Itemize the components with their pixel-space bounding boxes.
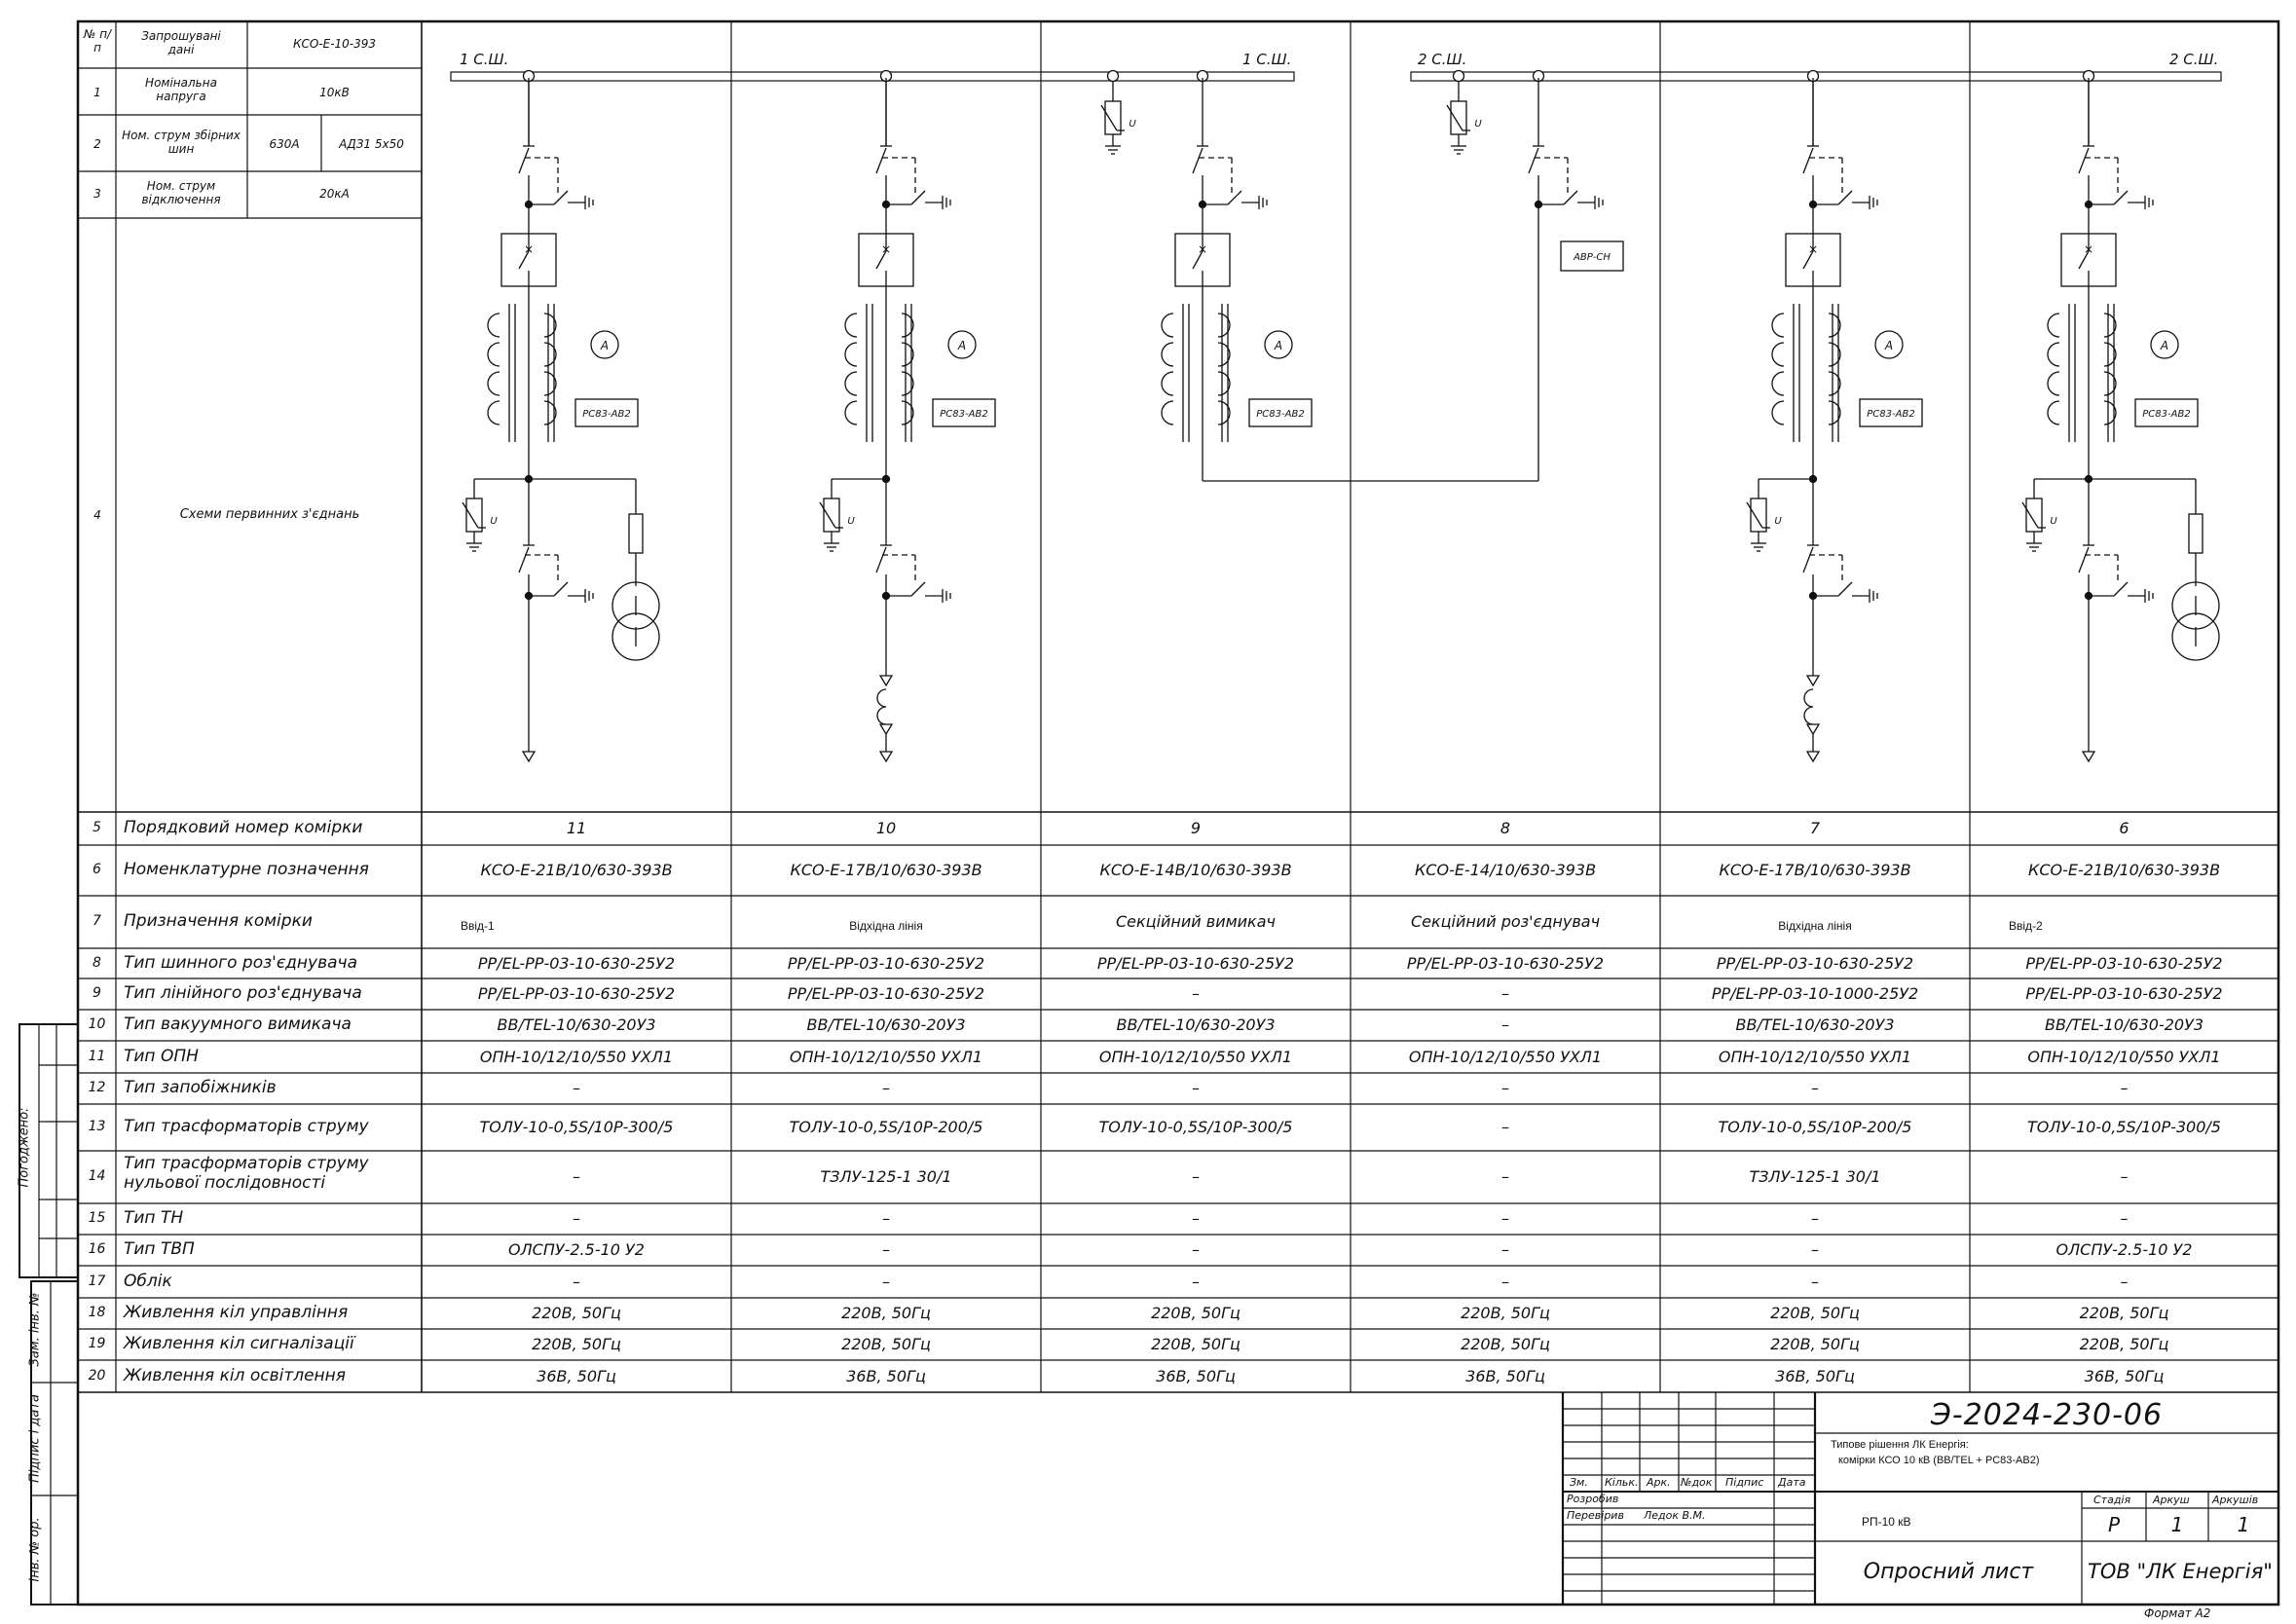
cell-value: – bbox=[573, 1079, 580, 1097]
surge-arrester bbox=[1751, 498, 1766, 532]
row-label: Тип лінійного роз'єднувача bbox=[124, 983, 362, 1003]
cell-value: ВВ/TEL-10/630-20У3 bbox=[1735, 1015, 1895, 1034]
row-number: 20 bbox=[88, 1367, 106, 1384]
stamp-col-sign: Підпис bbox=[1725, 1476, 1764, 1489]
cell-value: 36В, 50Гц bbox=[1775, 1366, 1855, 1385]
row-number: 8 bbox=[93, 954, 101, 971]
cell-value: ОПН-10/12/10/550 УХЛ1 bbox=[1718, 1047, 1912, 1066]
cell-value: – bbox=[1192, 1272, 1200, 1291]
row-number: 9 bbox=[93, 985, 101, 1001]
breaker-mark: × bbox=[880, 242, 892, 256]
param-row-4-no: 4 bbox=[93, 508, 101, 522]
param-header-no: № п/п bbox=[83, 27, 112, 55]
cell-value: – bbox=[1501, 1167, 1509, 1186]
current-transformer-winding bbox=[1772, 314, 1784, 424]
cell-value: Секційний вимикач bbox=[1116, 912, 1276, 931]
relay-label: РС83-АВ2 bbox=[2142, 409, 2191, 420]
stamp-col-zm: Зм. bbox=[1570, 1476, 1588, 1489]
cell-value: РР/EL-РР-03-10-1000-25У2 bbox=[1711, 984, 1919, 1003]
surge-arrester bbox=[1105, 101, 1121, 134]
stamp-checked: Перевірив bbox=[1567, 1509, 1624, 1522]
cell-value: Секційний роз'єднувач bbox=[1410, 912, 1601, 931]
stamp-document-code: Э-2024-230-06 bbox=[1930, 1398, 2164, 1432]
cell-value: ОПН-10/12/10/550 УХЛ1 bbox=[1408, 1047, 1603, 1066]
cell-value: – bbox=[882, 1209, 890, 1228]
row-number: 12 bbox=[88, 1080, 106, 1095]
cell-value: – bbox=[573, 1272, 580, 1291]
relay-label: РС83-АВ2 bbox=[582, 409, 631, 420]
zero-sequence-ct bbox=[877, 689, 886, 724]
side-agreed: Погоджено: bbox=[17, 1107, 32, 1188]
zero-sequence-ct bbox=[1804, 689, 1813, 724]
earth-switch-blade bbox=[554, 191, 568, 204]
cable-output-arrow bbox=[2083, 752, 2094, 761]
stamp-stage-header: Стадія bbox=[2093, 1494, 2131, 1506]
cell-value: – bbox=[1192, 1209, 1200, 1228]
cell-value: – bbox=[1811, 1240, 1819, 1259]
disconnector-blade bbox=[2079, 547, 2089, 572]
cell-value: – bbox=[2120, 1272, 2129, 1291]
row-number: 19 bbox=[88, 1336, 106, 1351]
breaker-mark: × bbox=[523, 242, 535, 256]
cell-value: ВВ/TEL-10/630-20У3 bbox=[497, 1015, 656, 1034]
row-label: Призначення комірки bbox=[124, 911, 313, 931]
disconnector-blade bbox=[1529, 148, 1538, 173]
relay-label: РС83-АВ2 bbox=[940, 409, 988, 420]
cell-value: КСО-Е-14/10/630-393В bbox=[1414, 861, 1597, 879]
cell-value: Ввід-2 bbox=[2009, 919, 2043, 933]
row-label: Тип ТН bbox=[124, 1208, 184, 1228]
busbar-label-1b: 1 С.Ш. bbox=[1242, 51, 1292, 68]
fuse bbox=[629, 514, 643, 553]
relay-label: РС83-АВ2 bbox=[1256, 409, 1305, 420]
param-row-1-value: 10кВ bbox=[319, 86, 350, 99]
cell-value: – bbox=[1501, 1079, 1509, 1097]
disconnector-blade bbox=[2079, 148, 2089, 173]
stamp-stage: Р bbox=[2107, 1513, 2121, 1536]
stamp-company: ТОВ "ЛК Енергія" bbox=[2088, 1560, 2273, 1583]
stamp-title: Опросний лист bbox=[1863, 1560, 2034, 1584]
stamp-desc-line2: комірки КСО 10 кВ (ВВ/TEL + РС83-АВ2) bbox=[1838, 1455, 2040, 1466]
cell-value: КСО-Е-21В/10/630-393В bbox=[480, 861, 673, 879]
earth-switch-blade bbox=[2114, 582, 2128, 596]
cell-value: 220В, 50Гц bbox=[1461, 1304, 1550, 1322]
busbar-label-2a: 2 С.Ш. bbox=[1418, 51, 1467, 68]
cell-value: – bbox=[1192, 984, 1200, 1003]
surge-arrester-label: U bbox=[1129, 119, 1136, 129]
cell-value: – bbox=[1811, 1079, 1819, 1097]
cell-value: ТОЛУ-10-0,5S/10Р-300/5 bbox=[479, 1118, 674, 1136]
row-number: 14 bbox=[88, 1168, 106, 1184]
param-header-requested: Запрошувані дані bbox=[141, 29, 221, 56]
earth-switch-blade bbox=[911, 191, 925, 204]
param-row-3-value: 20кА bbox=[319, 187, 350, 201]
cell-value: 220В, 50Гц bbox=[2079, 1335, 2169, 1353]
cell-value: 36В, 50Гц bbox=[2084, 1366, 2165, 1385]
cell-value: 220В, 50Гц bbox=[841, 1335, 931, 1353]
cell-value: РР/EL-РР-03-10-630-25У2 bbox=[787, 984, 985, 1003]
row-label: Тип трасформаторів струму bbox=[124, 1117, 369, 1136]
row-number: 18 bbox=[88, 1305, 106, 1320]
ammeter-label: А bbox=[1274, 339, 1283, 352]
cell-value: ТОЛУ-10-0,5S/10Р-200/5 bbox=[1718, 1118, 1912, 1136]
relay-label: РС83-АВ2 bbox=[1867, 409, 1915, 420]
cell-value: РР/EL-РР-03-10-630-25У2 bbox=[1096, 953, 1295, 973]
cell-value: КСО-Е-21В/10/630-393В bbox=[2027, 861, 2221, 879]
param-row-4-label: Схеми первинних з'єднань bbox=[179, 507, 360, 522]
cell-value: – bbox=[1501, 1209, 1509, 1228]
cell-value: – bbox=[1501, 1118, 1509, 1136]
earth-switch-blade bbox=[1564, 191, 1577, 204]
stamp-sheet-header: Аркуш bbox=[2153, 1494, 2190, 1506]
cell-value: ОПН-10/12/10/550 УХЛ1 bbox=[479, 1047, 674, 1066]
stamp-col-date: Дата bbox=[1778, 1476, 1806, 1489]
cell-value: 220В, 50Гц bbox=[841, 1304, 931, 1322]
cell-value: – bbox=[1192, 1240, 1200, 1259]
side-sign-date: Підпис і дата bbox=[27, 1394, 43, 1483]
cell-value: – bbox=[1501, 1240, 1509, 1259]
cell-value: 220В, 50Гц bbox=[1461, 1335, 1550, 1353]
disconnector-blade bbox=[1803, 547, 1813, 572]
cell-value: ТОЛУ-10-0,5S/10Р-300/5 bbox=[1098, 1118, 1293, 1136]
stamp-desc-line1: Типове рішення ЛК Енергія: bbox=[1831, 1439, 1969, 1451]
param-row-2-label: Ном. струм збірних шин bbox=[122, 129, 241, 156]
side-orig-inv: Інв. № ор. bbox=[27, 1517, 43, 1582]
cell-value: – bbox=[882, 1079, 890, 1097]
cell-value: ТОЛУ-10-0,5S/10Р-200/5 bbox=[789, 1118, 983, 1136]
cell-value: РР/EL-РР-03-10-630-25У2 bbox=[2025, 953, 2223, 973]
row-label: Тип запобіжників bbox=[124, 1078, 277, 1097]
param-row-2-value1: 630А bbox=[269, 137, 300, 151]
row-number: 15 bbox=[88, 1210, 106, 1226]
cell-value: 220В, 50Гц bbox=[2079, 1304, 2169, 1322]
param-row-1-no: 1 bbox=[93, 86, 101, 99]
cell-value: КСО-Е-14В/10/630-393В bbox=[1099, 861, 1292, 879]
current-transformer-winding bbox=[1162, 314, 1173, 424]
cell-value: – bbox=[1501, 1015, 1509, 1034]
earth-switch-blade bbox=[1838, 582, 1852, 596]
stamp-col-kilk: Кільк. bbox=[1605, 1476, 1639, 1489]
busbar-label-2b: 2 С.Ш. bbox=[2169, 51, 2219, 68]
disconnector-blade bbox=[1193, 148, 1203, 173]
param-row-2-value2: АДЗ1 5х50 bbox=[339, 137, 404, 151]
bus-connection-terminal bbox=[1454, 71, 1464, 82]
disconnector-blade bbox=[519, 547, 529, 572]
row-number: 5 bbox=[93, 820, 101, 835]
cell-value: 220В, 50Гц bbox=[532, 1335, 621, 1353]
cell-value: 6 bbox=[2119, 819, 2129, 837]
cell-value: 220В, 50Гц bbox=[1770, 1304, 1860, 1322]
row-label: Тип трасформаторів струму нульової послідовності bbox=[124, 1154, 369, 1193]
param-row-3-label: Ном. струм відключення bbox=[141, 179, 221, 206]
cell-value: – bbox=[2120, 1079, 2129, 1097]
row-label: Номенклатурне позначення bbox=[124, 860, 369, 879]
cell-value: РР/EL-РР-03-10-630-25У2 bbox=[477, 984, 676, 1003]
row-number: 7 bbox=[93, 913, 101, 929]
stamp-checker-name: Ледок В.М. bbox=[1644, 1509, 1706, 1522]
cell-value: ВВ/TEL-10/630-20У3 bbox=[1116, 1015, 1276, 1034]
cell-value: – bbox=[2120, 1167, 2129, 1186]
row-number: 17 bbox=[88, 1273, 106, 1289]
cell-value: ОПН-10/12/10/550 УХЛ1 bbox=[2027, 1047, 2221, 1066]
stamp-sheets: 1 bbox=[2237, 1513, 2250, 1536]
zero-sequence-ct-arrow bbox=[1807, 724, 1819, 734]
surge-arrester bbox=[466, 498, 482, 532]
zero-sequence-ct-arrow bbox=[1807, 676, 1819, 685]
cell-value: ОПН-10/12/10/550 УХЛ1 bbox=[1098, 1047, 1293, 1066]
cell-value: 36В, 50Гц bbox=[1156, 1366, 1236, 1385]
cell-value: 9 bbox=[1190, 819, 1202, 837]
cell-value: – bbox=[1811, 1209, 1819, 1228]
surge-arrester-label: U bbox=[1774, 516, 1782, 527]
stamp-object: РП-10 кВ bbox=[1862, 1515, 1911, 1529]
cable-output-arrow bbox=[523, 752, 535, 761]
disconnector-blade bbox=[876, 547, 886, 572]
cell-value: 220В, 50Гц bbox=[1151, 1304, 1241, 1322]
disconnector-blade bbox=[1803, 148, 1813, 173]
cell-value: ТЗЛУ-125-1 30/1 bbox=[1749, 1167, 1881, 1186]
surge-arrester bbox=[824, 498, 839, 532]
row-label: Живлення кіл управління bbox=[124, 1303, 349, 1322]
cell-value: – bbox=[573, 1209, 580, 1228]
busbars bbox=[451, 72, 2221, 81]
earth-switch-blade bbox=[554, 582, 568, 596]
busbar-label-1a: 1 С.Ш. bbox=[460, 51, 509, 68]
cell-value: РР/EL-РР-03-10-630-25У2 bbox=[787, 953, 985, 973]
row-number: 10 bbox=[88, 1016, 106, 1032]
cell-value: 10 bbox=[875, 819, 897, 837]
cell-value: – bbox=[573, 1167, 580, 1186]
earth-switch-blade bbox=[1228, 191, 1241, 204]
cell-value: КСО-Е-17В/10/630-393В bbox=[1719, 861, 1911, 879]
ammeter-label: А bbox=[600, 339, 610, 352]
cell-value: 36В, 50Гц bbox=[1465, 1366, 1545, 1385]
cell-value: – bbox=[2120, 1209, 2129, 1228]
row-label: Тип шинного роз'єднувача bbox=[124, 952, 357, 973]
earth-switch-blade bbox=[911, 582, 925, 596]
row-label: Тип ТВП bbox=[124, 1239, 195, 1259]
row-label: Порядковий номер комірки bbox=[124, 818, 363, 837]
cell-value: ОЛСПУ-2.5-10 У2 bbox=[2055, 1240, 2193, 1259]
surge-arrester bbox=[2026, 498, 2042, 532]
ammeter-label: А bbox=[2160, 339, 2169, 352]
disconnector-blade bbox=[519, 148, 529, 173]
cell-value: ТЗЛУ-125-1 30/1 bbox=[820, 1167, 952, 1186]
cell-value: 36В, 50Гц bbox=[537, 1366, 616, 1385]
param-row-1-label: Номінальна напруга bbox=[145, 76, 217, 103]
cell-value: Відхідна лінія bbox=[849, 919, 923, 933]
cell-value: – bbox=[1192, 1079, 1200, 1097]
breaker-mark: × bbox=[1197, 242, 1208, 256]
bus-connection-terminal bbox=[1108, 71, 1119, 82]
row-number: 6 bbox=[93, 862, 101, 877]
cell-value: ВВ/TEL-10/630-20У3 bbox=[806, 1015, 966, 1034]
cell-value: – bbox=[1811, 1272, 1819, 1291]
stamp-col-ndoc: №док bbox=[1681, 1476, 1713, 1489]
stamp-col-ark: Арк. bbox=[1647, 1476, 1671, 1489]
surge-arrester bbox=[1451, 101, 1466, 134]
cell-value: – bbox=[882, 1240, 890, 1259]
row-number: 13 bbox=[88, 1119, 106, 1134]
cell-value: ТОЛУ-10-0,5S/10Р-300/5 bbox=[2027, 1118, 2221, 1136]
row-number: 16 bbox=[88, 1241, 106, 1257]
cell-value: ВВ/TEL-10/630-20У3 bbox=[2044, 1015, 2204, 1034]
stamp-developed: Розробив bbox=[1567, 1493, 1619, 1505]
cell-value: – bbox=[1501, 1272, 1509, 1291]
stamp-format: Формат А2 bbox=[2144, 1606, 2211, 1620]
row-number: 11 bbox=[88, 1048, 106, 1064]
cell-value: – bbox=[1501, 984, 1509, 1003]
disconnector-blade bbox=[876, 148, 886, 173]
param-row-2-no: 2 bbox=[93, 137, 101, 151]
breaker-mark: × bbox=[1807, 242, 1819, 256]
row-label: Живлення кіл освітлення bbox=[124, 1365, 346, 1385]
cell-value: Відхідна лінія bbox=[1778, 919, 1852, 933]
param-row-3-no: 3 bbox=[93, 187, 101, 201]
cell-value: – bbox=[1192, 1167, 1200, 1186]
surge-arrester-label: U bbox=[2050, 516, 2057, 527]
cell-value: 36В, 50Гц bbox=[846, 1366, 926, 1385]
ammeter-label: А bbox=[1884, 339, 1894, 352]
cell-value: РР/EL-РР-03-10-630-25У2 bbox=[1406, 953, 1605, 973]
cell-value: РР/EL-РР-03-10-630-25У2 bbox=[477, 953, 676, 973]
stamp-sheet: 1 bbox=[2170, 1513, 2184, 1536]
row-label: Облік bbox=[124, 1271, 172, 1291]
cell-value: 220В, 50Гц bbox=[1770, 1335, 1860, 1353]
side-replaced-inv: Зам. інв. № bbox=[27, 1292, 43, 1367]
row-label: Тип ОПН bbox=[124, 1046, 199, 1066]
surge-arrester-label: U bbox=[490, 516, 498, 527]
cell-value: 11 bbox=[566, 819, 587, 837]
cell-value: – bbox=[882, 1272, 890, 1291]
current-transformer-winding bbox=[2048, 314, 2059, 424]
cell-value: 220В, 50Гц bbox=[532, 1304, 621, 1322]
row-label: Живлення кіл сигналізації bbox=[124, 1334, 354, 1353]
current-transformer-winding bbox=[488, 314, 500, 424]
cell-value: РР/EL-РР-03-10-630-25У2 bbox=[2025, 984, 2223, 1003]
primary-connection-schemes bbox=[463, 71, 2219, 762]
breaker-mark: × bbox=[2083, 242, 2094, 256]
cell-value: ОЛСПУ-2.5-10 У2 bbox=[508, 1240, 645, 1259]
cell-value: 220В, 50Гц bbox=[1151, 1335, 1241, 1353]
avr-label: АВР-СН bbox=[1574, 252, 1611, 263]
row-label: Тип вакуумного вимикача bbox=[124, 1015, 352, 1034]
cable-output-arrow bbox=[1807, 752, 1819, 761]
cable-output-arrow bbox=[880, 752, 892, 761]
surge-arrester-label: U bbox=[847, 516, 855, 527]
zero-sequence-ct-arrow bbox=[880, 724, 892, 734]
ammeter-label: А bbox=[957, 339, 967, 352]
surge-arrester-label: U bbox=[1474, 119, 1482, 129]
current-transformer-winding bbox=[845, 314, 857, 424]
param-header-value: КСО-Е-10-393 bbox=[292, 37, 377, 51]
cell-value: 8 bbox=[1500, 819, 1511, 837]
cell-value: КСО-Е-17В/10/630-393В bbox=[790, 861, 982, 879]
cell-value: РР/EL-РР-03-10-630-25У2 bbox=[1716, 953, 1914, 973]
fuse bbox=[2189, 514, 2203, 553]
earth-switch-blade bbox=[2114, 191, 2128, 204]
cell-value: Ввід-1 bbox=[461, 919, 495, 933]
cell-value: 7 bbox=[1809, 819, 1821, 837]
stamp-sheets-header: Аркушів bbox=[2212, 1494, 2259, 1506]
zero-sequence-ct-arrow bbox=[880, 676, 892, 685]
earth-switch-blade bbox=[1838, 191, 1852, 204]
cell-value: ОПН-10/12/10/550 УХЛ1 bbox=[789, 1047, 983, 1066]
